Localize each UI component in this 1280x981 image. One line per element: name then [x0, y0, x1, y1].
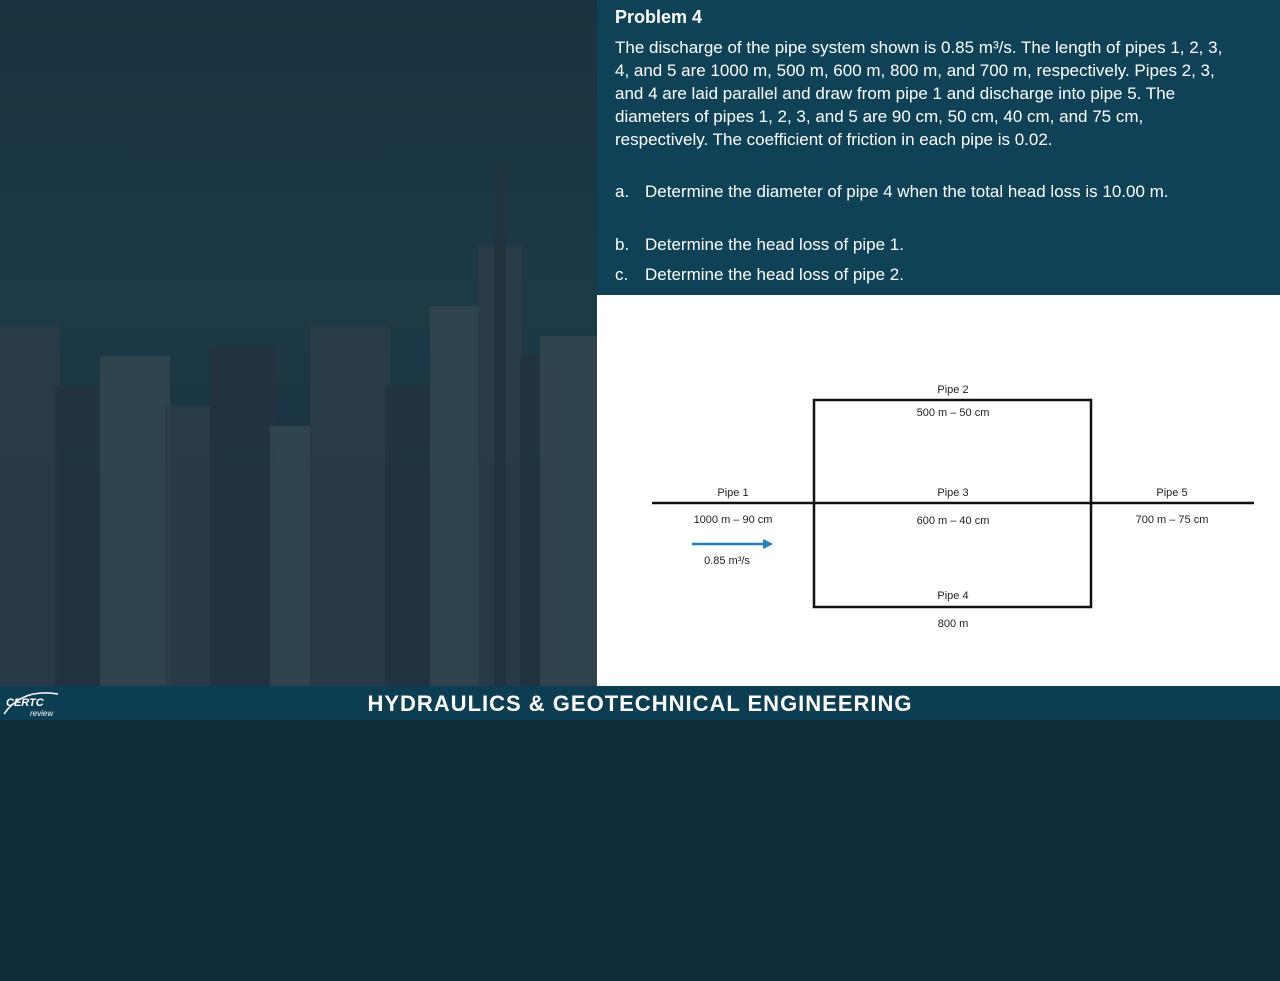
question-c [615, 263, 1235, 286]
question-letter: a. [615, 182, 630, 201]
problem-panel [597, 0, 1280, 295]
question-letter: b. [615, 235, 630, 254]
course-title: HYDRAULICS & GEOTECHNICAL ENGINEERING [367, 691, 913, 716]
question-b [615, 233, 1235, 256]
diagram-panel [597, 295, 1280, 686]
question-letter: c. [615, 265, 629, 284]
pipe5-name: Pipe 5 [1156, 487, 1188, 499]
pipe1-spec: 1000 m – 90 cm [693, 514, 773, 526]
problem-title: Problem 4 [615, 7, 703, 27]
flow-rate-label: 0.85 m³/s [704, 555, 750, 567]
svg-text:review: review [30, 709, 54, 718]
pipe4-name: Pipe 4 [937, 590, 969, 602]
pipe3-spec: 600 m – 40 cm [916, 515, 990, 527]
footer-bar [0, 686, 1280, 720]
pipe1-name: Pipe 1 [717, 487, 749, 499]
question-text: Determine the head loss of pipe 2. [645, 265, 904, 284]
pipe-system-diagram [597, 295, 1280, 686]
pipe3-name: Pipe 3 [937, 487, 969, 499]
problem-statement: The discharge of the pipe system shown is 0.85 m³/s. The length of pipes 1, 2, 3, 4, and 5 are 1000 m, 500 m, 600 m, 800 m, and 700 m, respectively. Pipes 2, 3, and 4 are laid parallel and draw from pipe 1 and discharge into pipe 5. The diameters of pipes 1, 2, 3, and 5 are 90 cm, 50 cm, 40 cm, and 75 cm, respectively. The coefficient of friction in each pipe is 0.02. [615, 38, 1223, 149]
svg-text:CERTC: CERTC [6, 697, 44, 709]
pipe5-spec: 700 m – 75 cm [1135, 514, 1209, 526]
pipe2-name: Pipe 2 [937, 384, 969, 396]
question-a [615, 180, 1235, 226]
question-text: Determine the head loss of pipe 1. [645, 235, 904, 254]
flow-arrow-icon [692, 539, 773, 549]
pipe4-spec: 800 m [937, 618, 969, 630]
question-text: Determine the diameter of pipe 4 when the total head loss is 10.00 m. [645, 182, 1169, 201]
city-background-image [0, 0, 597, 686]
pipe2-spec: 500 m – 50 cm [916, 407, 990, 419]
